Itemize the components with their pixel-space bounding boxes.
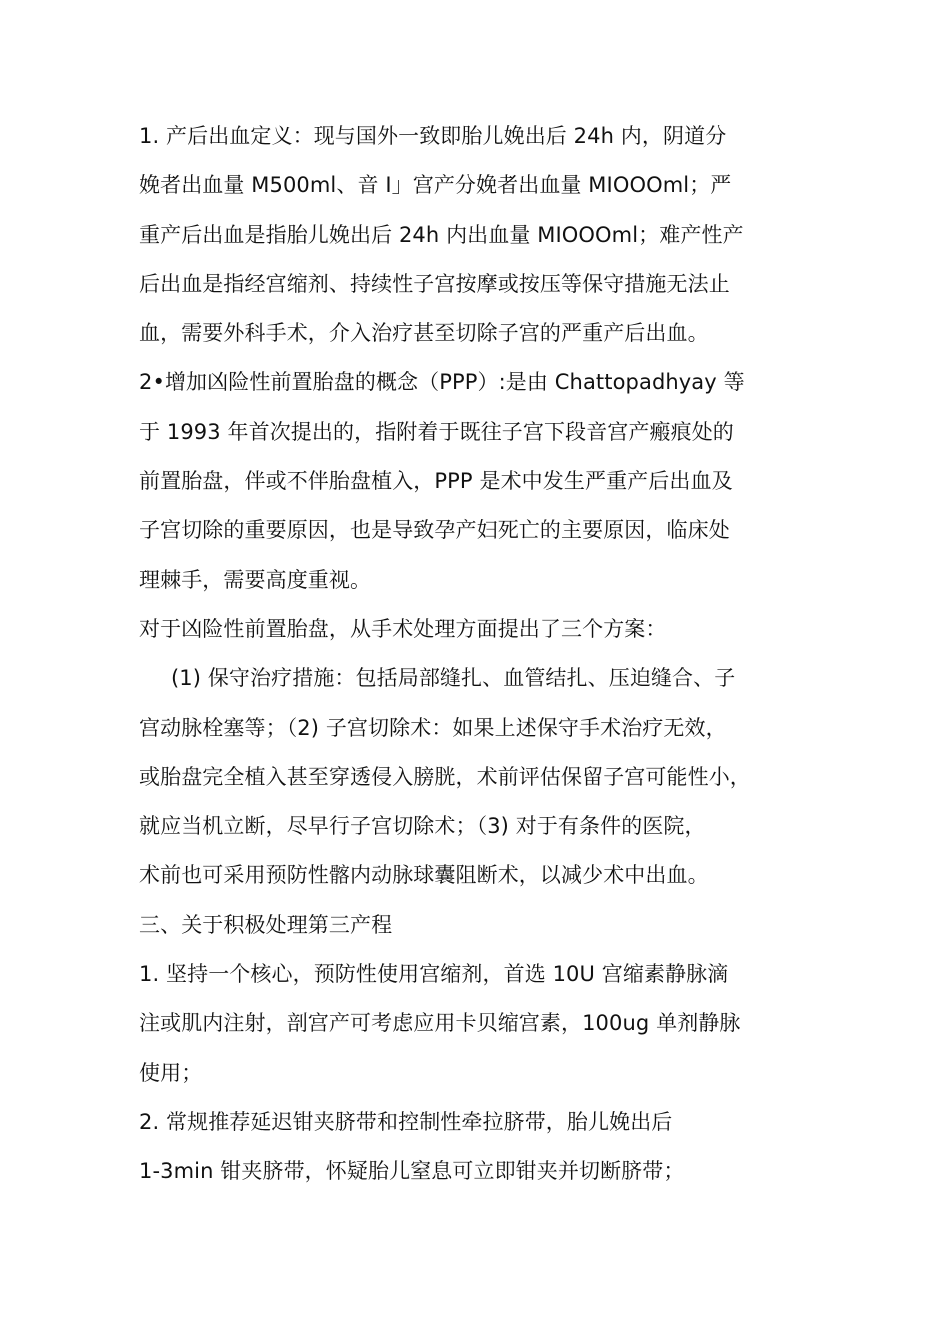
text-line: 2•增加凶险性前置胎盘的概念（PPP）:是由 Chattopadhyay 等: [139, 370, 745, 395]
text-line: 或胎盘完全植入甚至穿透侵入膀胱，术前评估保留子宫可能性小，: [139, 764, 751, 789]
text-line: 后出血是指经宫缩剂、持续性子宫按摩或按压等保守措施无法止: [139, 271, 730, 296]
text-line: 2. 常规推荐延迟钳夹脐带和控制性牵拉脐带，胎儿娩出后: [139, 1109, 673, 1134]
text-line: 理棘手，需要高度重视。: [139, 567, 372, 592]
text-line: 注或肌内注射，剖宫产可考虑应用卡贝缩宫素，100ug 单剂静脉: [139, 1011, 741, 1036]
text-line: 宫动脉栓塞等；（2) 子宫切除术：如果上述保守手术治疗无效，: [139, 715, 727, 740]
document-body: [139, 112, 819, 1197]
text-line: 血，需要外科手术，介入治疗甚至切除子宫的严重产后出血。: [139, 321, 709, 346]
text-line: 对于凶险性前置胎盘，从手术处理方面提出了三个方案：: [139, 616, 667, 641]
text-line: 1. 产后出血定义：现与国外一致即胎儿娩出后 24h 内，阴道分: [139, 124, 727, 148]
text-line: 娩者出血量 M500ml、音 I」宫产分娩者出血量 MIOOOml；严: [139, 173, 732, 198]
text-line: 重产后出血是指胎儿娩出后 24h 内出血量 MIOOOml；难产性产: [139, 222, 744, 247]
text-line: 就应当机立断，尽早行子宫切除术；（3) 对于有条件的医院，: [139, 814, 706, 839]
text-line: 使用；: [139, 1060, 203, 1085]
text-line: 1-3min 钳夹脐带，怀疑胎儿窒息可立即钳夹并切断脐带；: [139, 1159, 685, 1184]
text-line: 前置胎盘，伴或不伴胎盘植入，PPP 是术中发生严重产后出血及: [139, 469, 733, 494]
section-heading: 三、关于积极处理第三产程: [139, 912, 393, 937]
text-line: 术前也可采用预防性髂内动脉球囊阻断术，以减少术中出血。: [139, 863, 709, 888]
text-line: (1) 保守治疗措施：包括局部缝扎、血管结扎、压迫缝合、子: [171, 666, 736, 691]
text-line: 于 1993 年首次提出的，指附着于既往子宫下段音宫产瘢痕处的: [139, 419, 734, 444]
text-line: 子宫切除的重要原因，也是导致孕产妇死亡的主要原因，临床处: [139, 518, 730, 543]
text-line: 1. 坚持一个核心，预防性使用宫缩剂，首选 10U 宫缩素静脉滴: [139, 962, 729, 987]
